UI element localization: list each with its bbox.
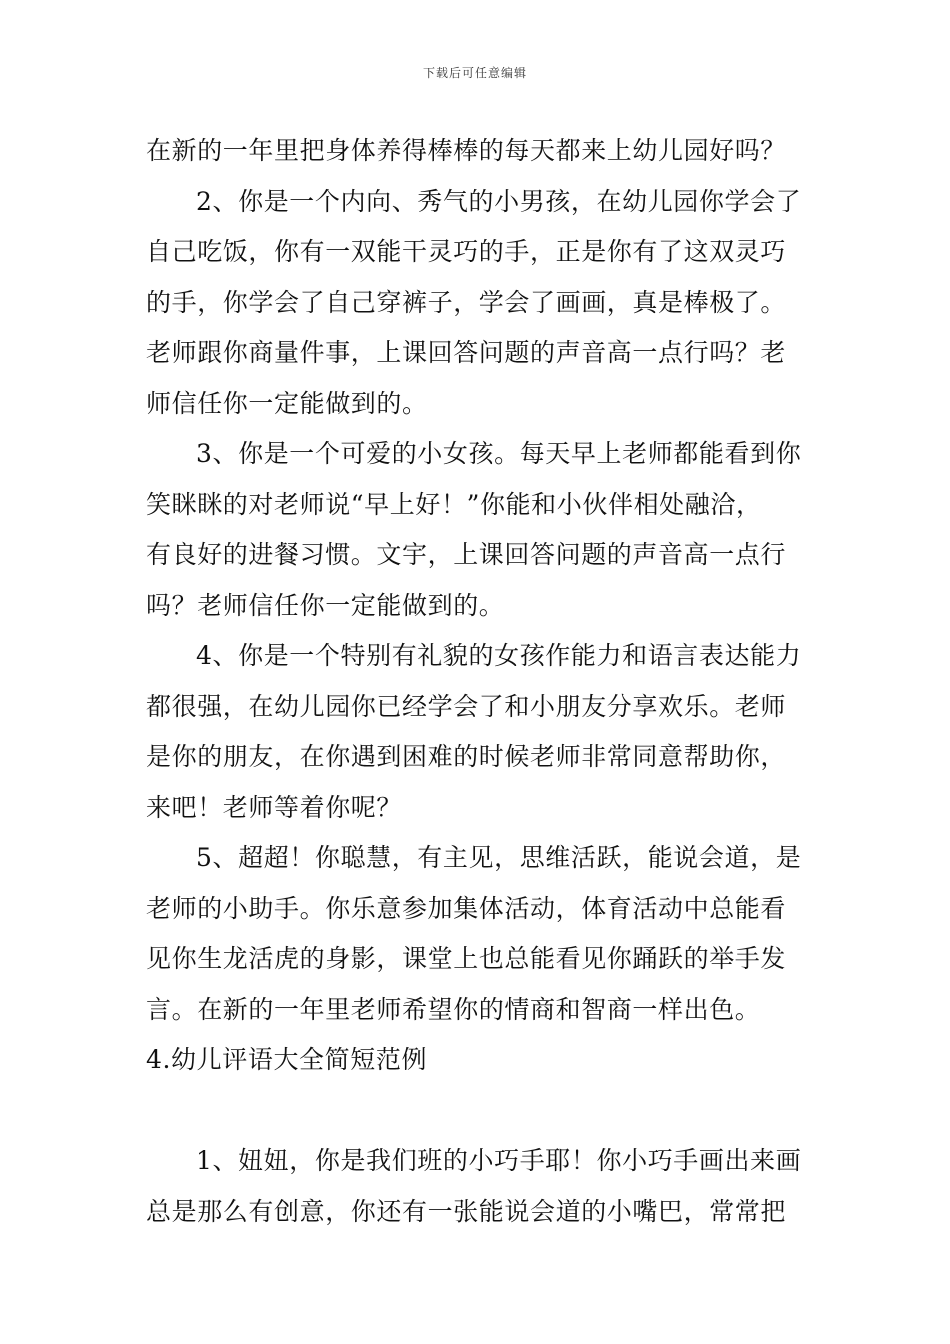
text-line: 笑眯眯的对老师说“早上好！”你能和小伙伴相处融洽， xyxy=(146,489,762,519)
text-line: 吗？老师信任你一定能做到的。 xyxy=(146,590,505,620)
paragraph-5-start: 5、超超！你聪慧，有主见，思维活跃，能说会道，是 xyxy=(196,843,802,872)
page-header: 下载后可任意编辑 xyxy=(422,66,527,80)
document-body xyxy=(146,126,810,1237)
text-line: 来吧！老师等着你呢？ xyxy=(146,792,403,822)
section-heading: 4.幼儿评语大全简短范例 xyxy=(146,1045,428,1074)
blank-line xyxy=(146,1086,810,1137)
paragraph-2-start: 2、你是一个内向、秀气的小男孩，在幼儿园你学会了 xyxy=(196,186,802,216)
text-line: 的手，你学会了自己穿裤子，学会了画画，真是棒极了。 xyxy=(146,287,787,317)
text-line: 自己吃饭，你有一双能干灵巧的手，正是你有了这双灵巧 xyxy=(146,237,787,266)
text-line: 总是那么有创意，你还有一张能说会道的小嘴巴，常常把 xyxy=(146,1196,787,1226)
text-line: 见你生龙活虎的身影，课堂上也总能看见你踊跃的举手发 xyxy=(146,944,787,973)
text-line: 是你的朋友，在你遇到困难的时候老师非常同意帮助你， xyxy=(146,742,787,771)
paragraph-example-1-start: 1、妞妞，你是我们班的小巧手耶！你小巧手画出来画 xyxy=(196,1146,802,1175)
paragraph-3-start: 3、你是一个可爱的小女孩。每天早上老师都能看到你 xyxy=(196,439,802,468)
paragraph-4-start: 4、你是一个特别有礼貌的女孩作能力和语言表达能力 xyxy=(196,641,802,670)
text-line: 师信任你一定能做到的。 xyxy=(146,388,428,418)
text-line: 老师跟你商量件事，上课回答问题的声音高一点行吗？老 xyxy=(146,338,787,367)
text-line: 在新的一年里把身体养得棒棒的每天都来上幼儿园好吗？ xyxy=(146,136,787,165)
text-line: 老师的小助手。你乐意参加集体活动，体育活动中总能看 xyxy=(146,893,787,923)
text-line: 言。在新的一年里老师希望你的情商和智商一样出色。 xyxy=(146,994,761,1024)
text-line: 有良好的进餐习惯。文宇，上课回答问题的声音高一点行 xyxy=(146,540,787,569)
text-line: 都很强，在幼儿园你已经学会了和小朋友分享欢乐。老师 xyxy=(146,691,787,721)
